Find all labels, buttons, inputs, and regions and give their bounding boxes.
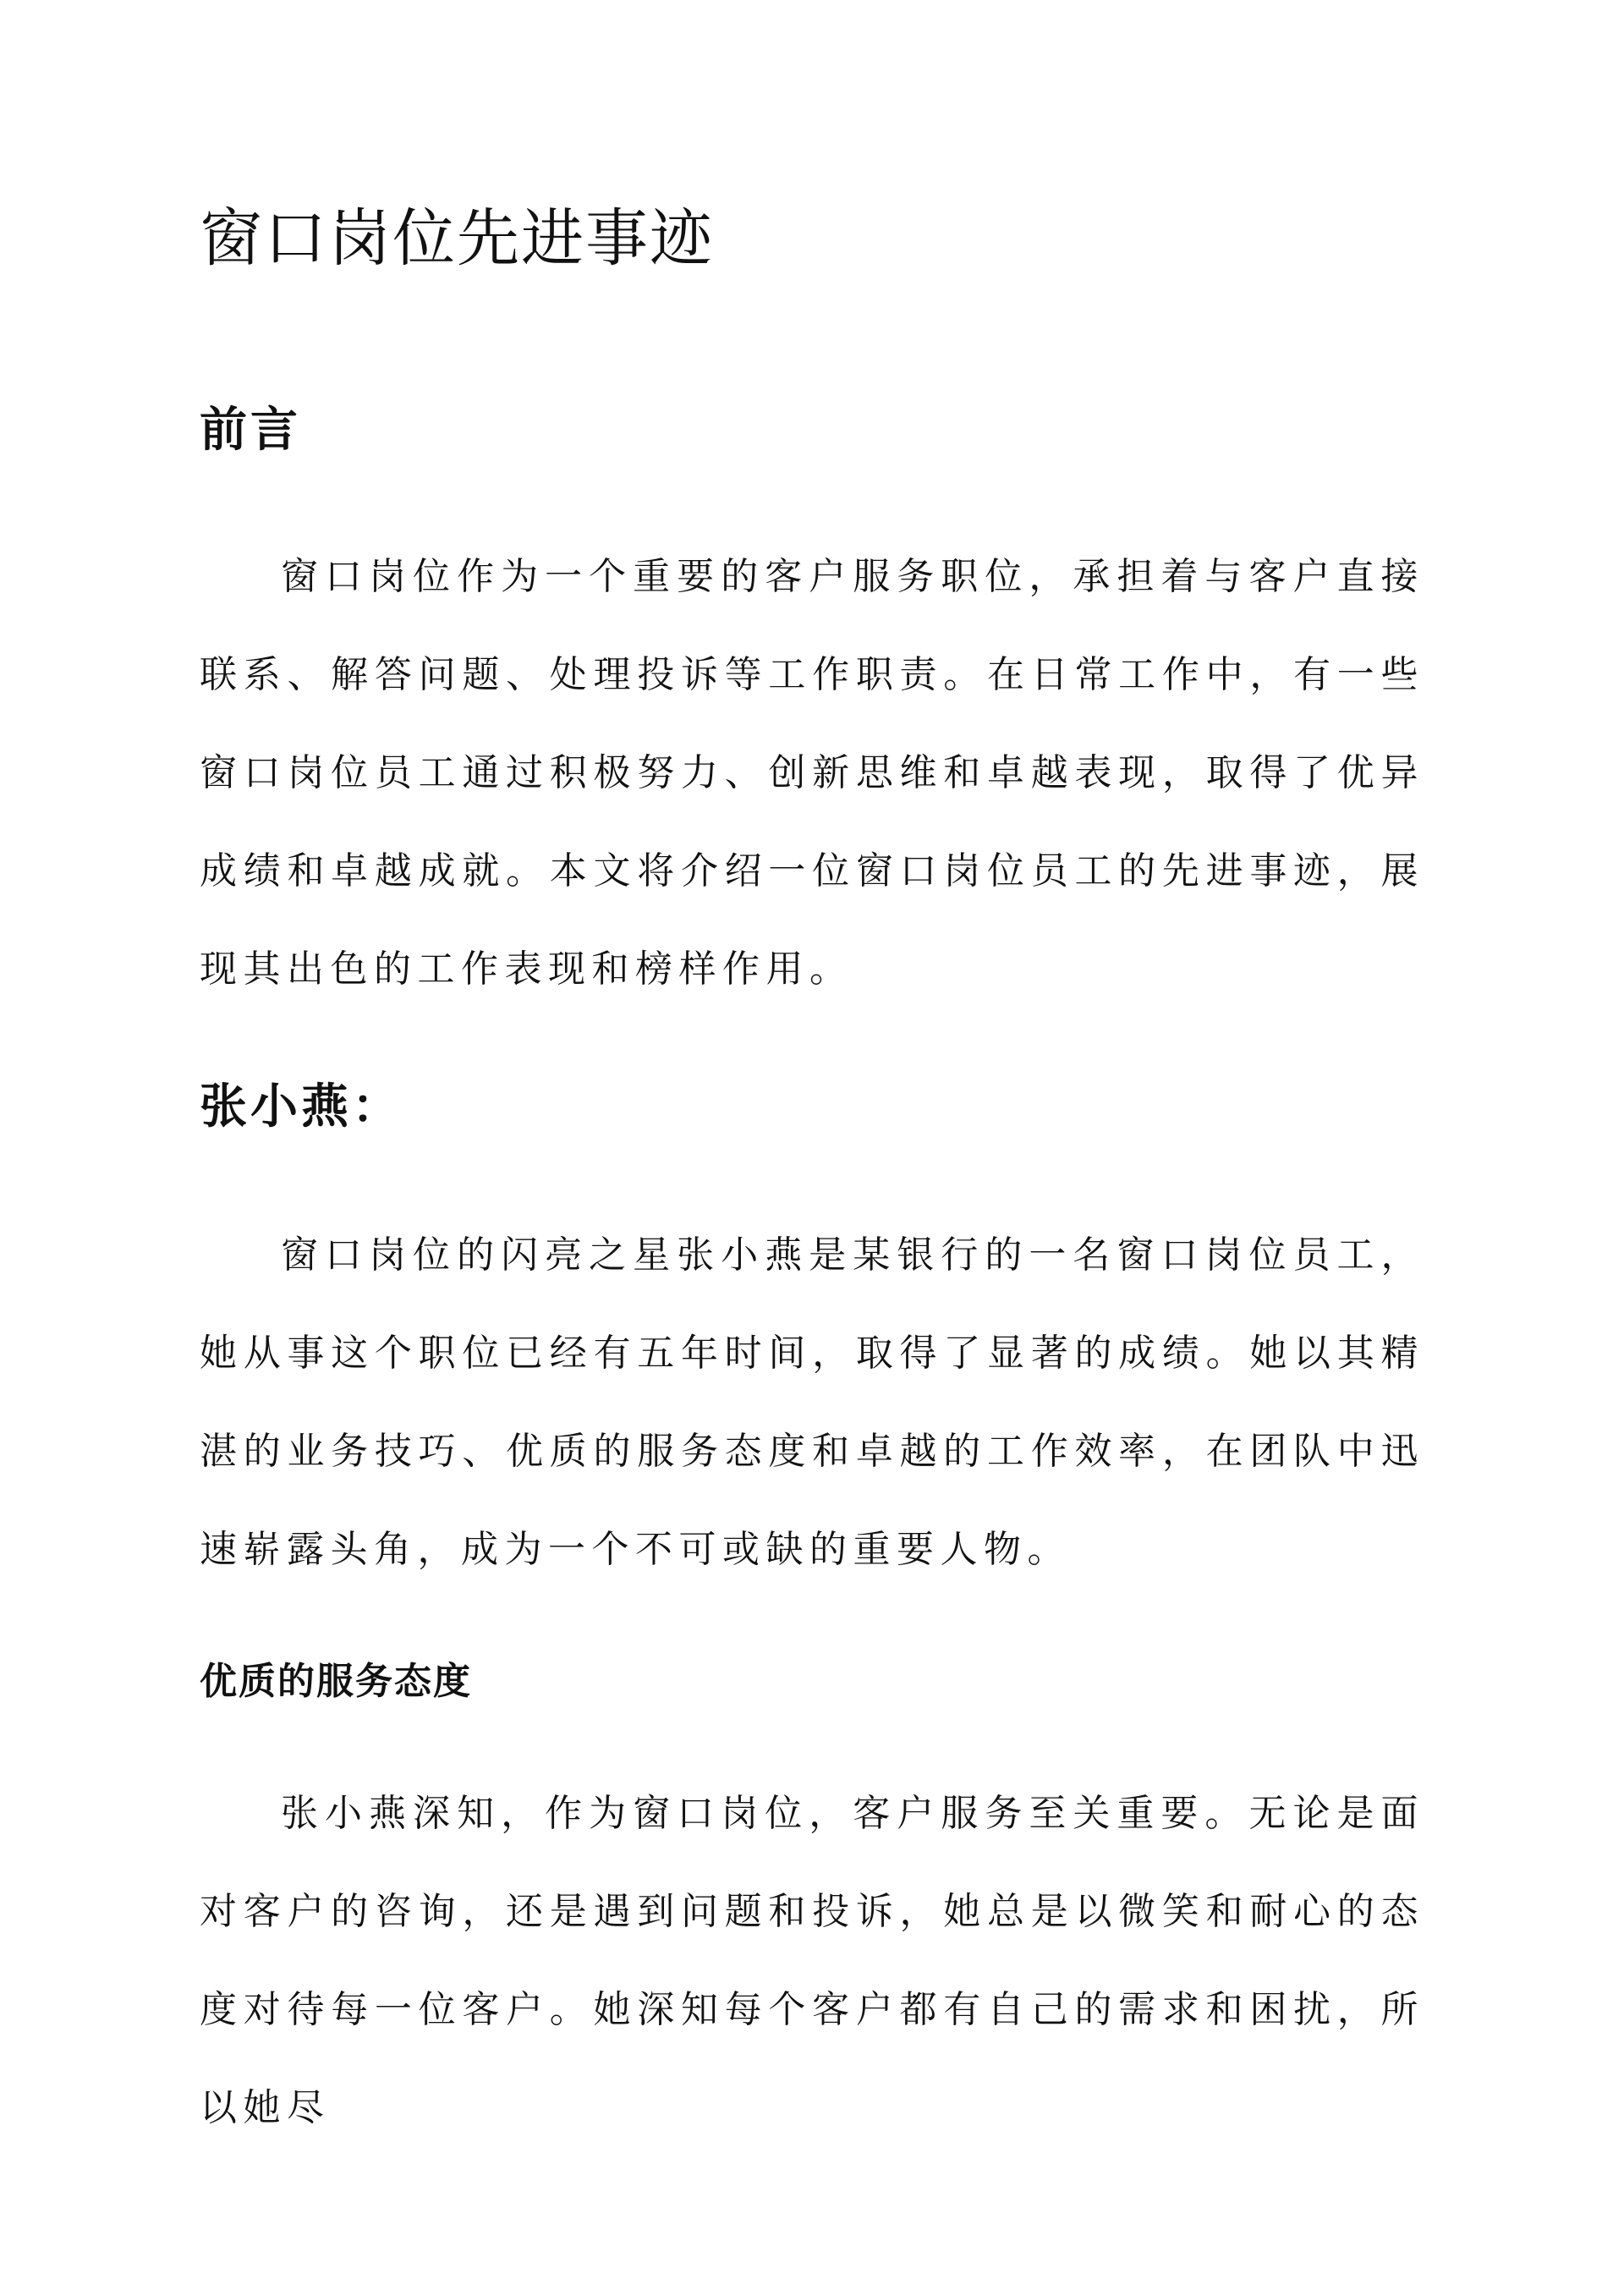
section-paragraph-zhang-xiaoyan: 窗口岗位的闪亮之星张小燕是某银行的一名窗口岗位员工，她从事这个职位已经有五年时间，取得了显著的成绩。她以其精湛的业务技巧、优质的服务态度和卓越的工作效率，在团队中迅速崭露头角，成为一个不可或缺的重要人物。 — [200, 1233, 1424, 1571]
section-paragraph-service-attitude: 张小燕深知，作为窗口岗位，客户服务至关重要。无论是面对客户的咨询，还是遇到问题和投诉，她总是以微笑和耐心的态度对待每一位客户。她深知每个客户都有自己的需求和困扰，所以她尽 — [200, 1792, 1424, 2129]
section-paragraph-preface: 窗口岗位作为一个重要的客户服务职位，承担着与客户直接联系、解答问题、处理投诉等工作职责。在日常工作中，有一些窗口岗位员工通过积极努力、创新思维和卓越表现，取得了优异成绩和卓越成就。本文将介绍一位窗口岗位员工的先进事迹，展现其出色的工作表现和榜样作用。 — [200, 555, 1424, 991]
section-heading-preface: 前言 — [200, 402, 301, 458]
section-heading-zhang-xiaoyan: 张小燕： — [200, 1079, 403, 1134]
section-heading-service-attitude: 优质的服务态度 — [200, 1660, 472, 1703]
document-title: 窗口岗位先进事迹 — [200, 202, 714, 275]
